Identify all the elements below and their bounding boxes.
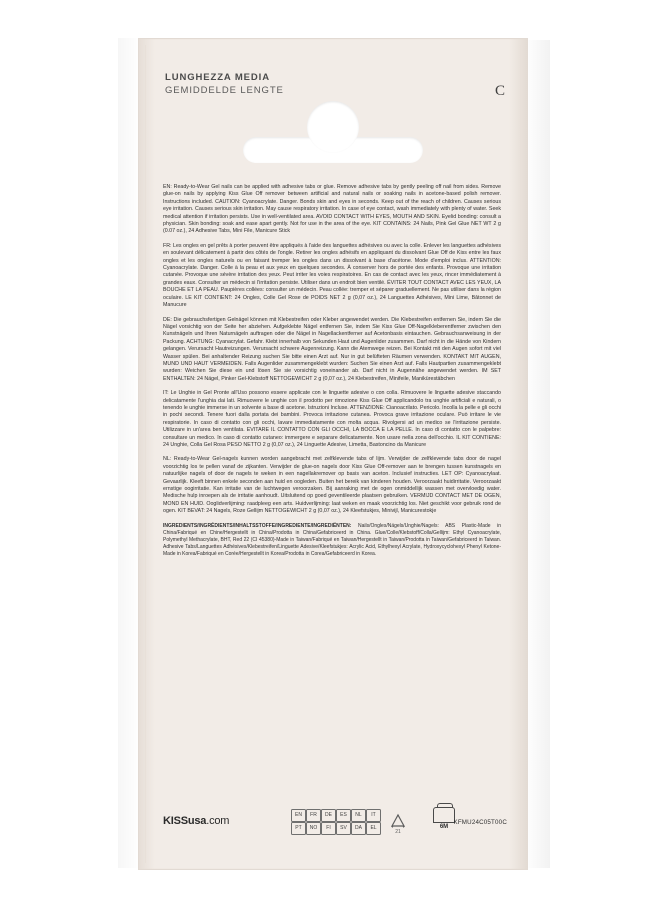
package-right-shading <box>509 39 527 869</box>
period-after-opening-label: 6M <box>439 824 449 830</box>
brand-name-kiss: KISS <box>163 815 188 827</box>
language-code: IT <box>366 809 381 822</box>
product-package-back <box>138 38 528 870</box>
instructions-de: DE: Die gebrauchsfertigen Gelnägel können mit Klebestreifen oder Kleber angewendet werden. Die Klebestreifen entfernen Sie, indem Sie die Nägel vorsichtig von der Seite her abziehen. Aufgeklebte Nägel entfernen Sie, indem Sie Kiss Glue Off-Nagelkleberentferner zwischen den Kunstnägeln und Ihren Naturnägeln auftragen oder die Nägel in Nagellackentferner auf Acetonbasis eintauchen. Gebrauchsanweisung in der Packung. ACHTUNG: Cyanacrylat. Gefahr. Klebt innerhalb von Sekunden Haut und Augenlider zusammen. Darf nicht in die Hände von Kindern gelangen. Verursacht Hautreizungen. Verursacht schwere Augenreizung. Kann die Atemwege reizen. Bei Kontakt mit den Augen sofort mit viel Wasser spülen. Bei anhaltender Reizung suchen Sie bitte einen Arzt auf. Nur in gut belüfteten Räumen verwenden. KONTAKT MIT AUGEN, MUND UND HAUT VERMEIDEN. Falls Augenlider zusammengeklebt wurden: Suchen Sie einen Arzt auf. Falls Hautpartien zusammengeklebt wurden: Weichen Sie diese ein und lösen Sie sie vorsichtig voneinander ab. Darf nicht in Augennähe angewendet werden. IM SET ENTHALTEN: 24 Nägel, Pinker Gel-Klebstoff NETTOGEWICHT 2 g (0,07 oz.), 24 Klebestreifen, Minifeile, Manikürestäbchen <box>163 316 501 382</box>
instructions-block <box>163 184 501 558</box>
language-code: FR <box>306 809 321 822</box>
brand-name-usa: usa <box>187 815 207 827</box>
box-left-shadow <box>118 38 140 868</box>
ingredients-block <box>163 523 501 558</box>
hang-hole <box>243 101 423 167</box>
instructions-fr: FR: Les ongles en gel prêts à porter peuvent être appliqués à l'aide des languettes adhésives ou avec la colle. Enlever les languettes adhésives en soulevant délicatement à partir des côtés de l'ongle. Retirer les ongles adhésifs en appliquant du dissolvant Glue Off de Kiss entre les faux ongles et les ongles naturels ou en faisant tremper les ongles dans un dissolvant à base d'acétone. Mode d'emploi inclus. ATTENTION: Cyanoacrylate. Danger. Colle à la peau et aux yeux en quelques secondes. À conserver hors de portée des enfants. Provoque une irritation cutanée. Provoque une sévère irritation des yeux. Peut irriter les voies respiratoires. En cas de contact avec les yeux, rincer immédiatement à grandes eaux. Consulter un médecin si l'irritation persiste. Utiliser dans un endroit bien ventilé. ÉVITER TOUT CONTACT AVEC LES YEUX, LA BOUCHE ET LA PEAU. Paupières collées: consulter un médecin. Peau collée: tremper et séparer graduellement. Ne pas utiliser dans la région oculaire. LE KIT CONTIENT: 24 Ongles, Colle Gel Rose de POIDS NET 2 g (0,07 oz.), 24 Languettes Adhésives, Mini Lime, Bâtonnet de Manucure <box>163 242 501 309</box>
hang-hole-circle <box>307 101 359 153</box>
svg-text:21: 21 <box>395 829 401 835</box>
package-footer <box>163 797 507 843</box>
language-code: DA <box>351 822 366 835</box>
size-letter: C <box>494 83 505 99</box>
length-label-italian: LUNGHEZZA MEDIA <box>165 72 270 83</box>
language-code: NL <box>351 809 366 822</box>
ingredients-body: Nails/Ongles/Nägels/Unghie/Nagels: ABS Plastic-Made in China/Fabriqué en Chine/Hergestellt in China/Prodotta in China/Gefabriceerd in China. Glue/Colle/Klebstoff/Colla/Gellijm: Ethyl Cyanoacrylate, Polymethyl Methacrylate, BHT, Red 22 (CI 45380)-Made in Taiwan/Fabriqué en Taiwan/Hergestellt in Taiwan/Prodotta in Taiwan/Gefabriceerd in Taiwan. Adhesive Tabs/Languettes Adhésives/Klebestreifen/Linguette Adesive/Kleefstukjes: Acrylic Acid, Ethylhexyl Acrylate, Hydroxycyclohexyl Phenyl Ketone-Made in Korea/Fabriqué en Corée/Hergestellt in Korea/Prodotta in Corea/Gefabriceerd in Korea. <box>163 522 501 557</box>
brand-logo <box>163 815 229 827</box>
instructions-it: IT: Le Unghie in Gel Pronte all'Uso possono essere applicate con le linguette adesive o con colla. Rimuovere le linguette adesive staccando delicatamente l'unghia dai lati. Rimuovere le unghie con il prodotto per rimozione Kiss Glue Off applicandolo tra unghie artificiali e naturali, o tenendo le unghie immerse in un solvente a base di acetone. Istruzioni Incluse. ATTENZIONE: Cianoacrilato. Pericolo. Incolla la pelle e gli occhi in pochi secondi. Tenere fuori dalla portata dei bambini. Provoca irritazione cutanea. Provoca grave irritazione oculare. Può irritare le vie respiratorie. In caso di contatto con gli occhi, lavare immediatamente con molta acqua. Rivolgersi ad un medico se l'irritazione persiste. Utilizzare in un'area ben ventilata. EVITARE IL CONTATTO CON GLI OCCHI, LA BOCCA E LA PELLE. In caso di contatto con le palpebre: consultare un medico. In caso di contatto cutaneo: immergere e separare delicatamente. Non usare nella zona dell'occhio. IL KIT CONTIENE: 24 Unghie, Colla Gel Rosa PESO NETTO 2 g (0,07 oz.), 24 Linguette Adesive, Limetta, Bastoncino da Manicure <box>163 390 501 448</box>
package-left-shading <box>139 39 155 869</box>
language-code: FI <box>321 822 336 835</box>
language-code: EL <box>366 822 381 835</box>
language-code: ES <box>336 809 351 822</box>
package-header <box>165 71 495 97</box>
batch-code: KFMU24C05T00C <box>453 819 507 826</box>
ingredients-heading: INGREDIENTS/INGRÉDIENTS/INHALTSSTOFFE/INGREDIENTE/INGREDIËNTEN: <box>163 522 352 529</box>
language-code: PT <box>291 822 306 835</box>
language-code: NO <box>306 822 321 835</box>
language-code: EN <box>291 809 306 822</box>
recycle-triangle-icon <box>385 809 411 835</box>
language-code: DE <box>321 809 336 822</box>
jar-shape <box>433 807 455 823</box>
length-label-dutch: GEMIDDELDE LENGTE <box>165 85 284 96</box>
language-code: SV <box>336 822 351 835</box>
brand-domain-suffix: .com <box>206 815 230 827</box>
instructions-nl: NL: Ready-to-Wear Gel-nagels kunnen worden aangebracht met zelfklevende tabs of lijm. Verwijder de zelfklevende tabs door de nagel voorzichtig los te pellen vanaf de zijkanten. Verwijder de glue-on nagels door Kiss Glue Off-remover aan te brengen tussen kunstnagels en natuurlijke nagels of door de nagels te weken in een nagellakremover op basis van aceton. Inclusief instructies. LET OP: Cyanoacrylaat. Gevaarlijk. Kleeft binnen enkele seconden aan huid en oogleden. Buiten het bereik van kinderen houden. Veroorzaakt huidirritatie. Veroorzaakt ernstige oogirritatie. Kan irritatie van de luchtwegen veroorzaken. Bij aanraking met de ogen onmiddellijk wassen met overvloedig water. Medische hulp inroepen als de irritatie aanhoudt. Uitsluitend op goed geventileerde plaatsen gebruiken. VERMIJD CONTACT MET DE OGEN, MOND EN HUID. Ooglidverlijming: raadpleeg een arts. Huidverlijming: laat weken en maak voorzichtig los. Niet geschikt voor gebruik rond de ogen. KIT BEVAT: 24 Nagels, Roze Gellijm NETTOGEWICHT 2 g (0,07 oz.), 24 Kleefstukjes, Minivijl, Manicurestokje <box>163 456 501 515</box>
language-code-grid <box>291 809 379 833</box>
instructions-en: EN: Ready-to-Wear Gel nails can be applied with adhesive tabs or glue. Remove adhesive tabs by gently peeling off nail from sides. Remove glue-on nails by applying Kiss Glue Off remover between artificial and natural nails or soaking nails in acetone-based polish remover. Instructions included. CAUTION: Cyanoacrylate. Danger. Bonds skin and eyes in seconds. Keep out of the reach of children. Causes serious eye irritation. Causes serious skin irritation. May cause respiratory irritation. In case of eye contact, wash immediately with plenty of water. Seek medical attention if irritation persists. Use in well-ventilated area. AVOID CONTACT WITH EYES, MOUTH AND SKIN. Eyelid bonding: consult a physician. Skin bonding: soak and ease apart gently. Not for use in the area of the eye. KIT CONTAINS: 24 Nails, Pink Gel Glue NET WT 2 g (0.07 oz.), 24 Adhesive Tabs, Mini File, Manicure Stick <box>163 184 501 235</box>
